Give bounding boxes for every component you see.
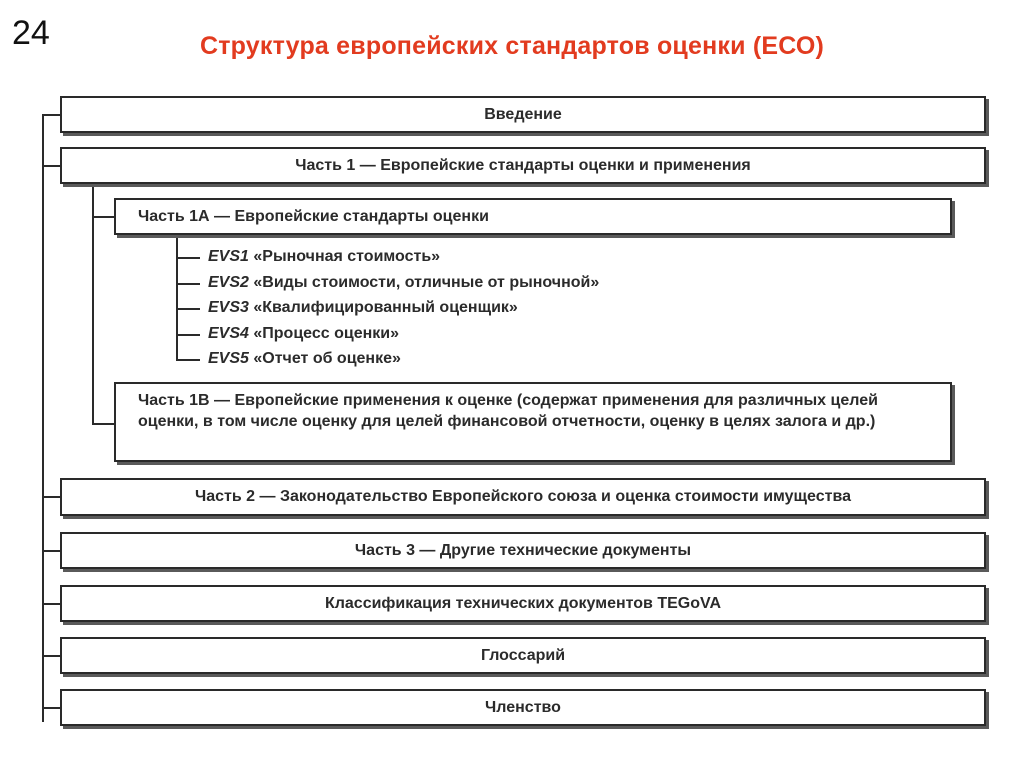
connector-evs5 <box>176 359 200 361</box>
connector-evs4 <box>176 334 200 336</box>
part3-box: Часть 3 — Другие технические документы <box>60 532 986 569</box>
evs-code: EVS4 <box>208 324 249 342</box>
part1-box: Часть 1 — Европейские стандарты оценки и применения <box>60 147 986 184</box>
connector-evs3 <box>176 308 200 310</box>
evs-code: EVS3 <box>208 299 249 317</box>
connector-tegova <box>42 603 60 605</box>
evs-item-5 <box>208 346 599 372</box>
evs-list <box>208 244 599 372</box>
main-trunk-line <box>42 116 44 722</box>
evs-label: «Квалифицированный оценщик» <box>253 299 518 317</box>
slide-title: Структура европейских стандартов оценки (ЕСО) <box>199 32 825 60</box>
connector-part1a <box>92 216 114 218</box>
connector-glossary <box>42 655 60 657</box>
connector-membership <box>42 707 60 709</box>
part1a-box: Часть 1А — Европейские стандарты оценки <box>114 198 952 235</box>
evs-label: «Рыночная стоимость» <box>253 248 441 265</box>
connector-evs2 <box>176 283 200 285</box>
connector-intro <box>42 114 60 116</box>
tegova-box: Классификация технических документов TEGoVA <box>60 585 986 622</box>
part1a-trunk-line <box>176 236 178 360</box>
evs-label: «Отчет об оценке» <box>253 350 401 368</box>
evs-item-1 <box>208 244 599 270</box>
part2-box: Часть 2 — Законодательство Европейского союза и оценка стоимости имущества <box>60 478 986 516</box>
glossary-box: Глоссарий <box>60 637 986 674</box>
evs-item-3 <box>208 295 599 321</box>
connector-part1 <box>42 165 60 167</box>
evs-label: «Виды стоимости, отличные от рыночной» <box>253 273 600 291</box>
evs-item-4 <box>208 321 599 347</box>
evs-code: EVS1 <box>208 248 249 265</box>
evs-code: EVS2 <box>208 273 249 291</box>
connector-part2 <box>42 496 60 498</box>
part1b-box: Часть 1В — Европейские применения к оценке (содержат применения для различных целей оценки, в том числе оценку для целей финансовой отчетности, оценку в целях залога и др.) <box>114 382 952 462</box>
membership-box: Членство <box>60 689 986 726</box>
connector-part3 <box>42 550 60 552</box>
intro-box: Введение <box>60 96 986 133</box>
evs-item-2 <box>208 270 599 296</box>
evs-code: EVS5 <box>208 350 249 368</box>
connector-part1b <box>92 423 114 425</box>
slide-number: 24 <box>12 14 50 52</box>
connector-evs1 <box>176 257 200 259</box>
part1-trunk-line <box>92 184 94 425</box>
evs-label: «Процесс оценки» <box>253 324 399 342</box>
